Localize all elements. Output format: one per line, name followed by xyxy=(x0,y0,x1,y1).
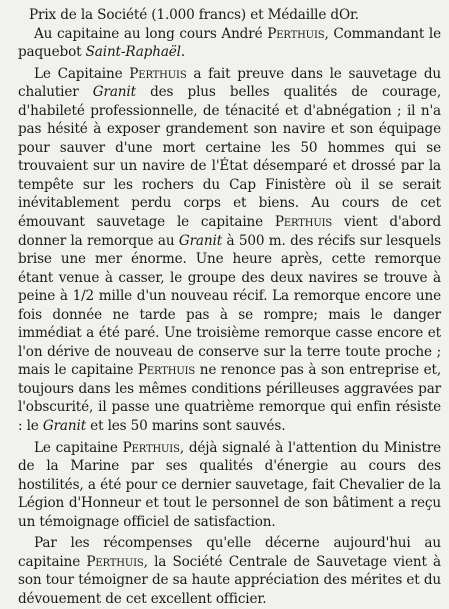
article-body xyxy=(18,6,441,609)
recipient-end: . xyxy=(180,44,186,61)
account-text: des plus belles qualités de courage, d'habileté professionnelle, de ténacité et d'abnégation ; il n'a pas hésité à exposer grandement son navire et son équipage pour sauver d'une mort certaine les 50 hommes qui se trouvaient sur un navire de l'État désemparé et drossé par la tempête sur les rochers du Cap Finistère où il se serait inévitablement perdu corps et biens. Au cours de cet émouvant sauvetage le capitaine xyxy=(18,84,441,231)
recipient-suffix: , Commandant le paquebot xyxy=(18,25,441,61)
closing-text: , la Société Centrale de Sauvetage vient à son tour témoigner de sa haute appréciation des mérites et du dévouement de cet excellent officier. xyxy=(18,553,441,607)
honors-text: Le capitaine xyxy=(34,439,123,456)
account-text: Le Capitaine xyxy=(34,65,130,82)
captain-name: Perthuis xyxy=(122,439,180,456)
recipient-prefix: Au capitaine au long cours André xyxy=(34,25,268,42)
account-text: a fait preuve dans le sauvetage du chalutier xyxy=(18,65,441,101)
account-text: à 500 m. des récifs sur lesquels brise une mer énorme. Une heure après, cette remorque étant venue à casser, le groupe des deux navires se trouve à peine à 1/2 mille d'un nouveau récif. La remorque encore une fois donnée ne tarde pas à se rompre; mais le danger immédiat a été paré. Une troisième remorque casse encore et l'on dérive de nouveau de conserve sur la terre toute proche ; mais le capitaine xyxy=(18,232,442,379)
account-text: ne renonce pas à son entreprise et, toujours dans les mêmes conditions périlleuses aggravées par l'obscurité, il passe une quatrième remorque qui enfin résiste : le xyxy=(18,362,441,435)
captain-name: Perthuis xyxy=(86,553,144,570)
captain-name: Perthuis xyxy=(274,214,333,231)
account-text: et les 50 marins sont sauvés. xyxy=(86,418,286,435)
captain-name: Perthuis xyxy=(137,362,196,379)
ship-name: Granit xyxy=(92,84,136,101)
recipient-paragraph xyxy=(18,25,441,62)
captain-name: Perthuis xyxy=(267,25,325,42)
captain-name: Perthuis xyxy=(129,65,187,82)
honors-text: , déjà signalé à l'attention du Ministre de la Marine par ses qualités d'énergie au cours des hostilités, a été pour ce dernier sauvetage, fait Chevalier de la Légion d'Honneur et tout le personnel de son bâtiment a reçu un témoignage officiel de satisfaction. xyxy=(18,439,442,530)
account-text: vient d'abord donner la remorque au xyxy=(18,214,441,249)
rescue-account-paragraph xyxy=(18,65,441,436)
ship-name: Granit xyxy=(42,418,87,435)
closing-text: Par les récompenses qu'elle décerne aujourd'hui au capitaine xyxy=(18,535,441,570)
honors-paragraph xyxy=(18,439,441,532)
ship-name: Saint-Raphaël xyxy=(85,44,181,61)
award-heading: Prix de la Société (1.000 francs) et Médaille dOr. xyxy=(29,7,359,23)
closing-paragraph xyxy=(18,534,441,608)
ship-name: Granit xyxy=(178,232,223,249)
